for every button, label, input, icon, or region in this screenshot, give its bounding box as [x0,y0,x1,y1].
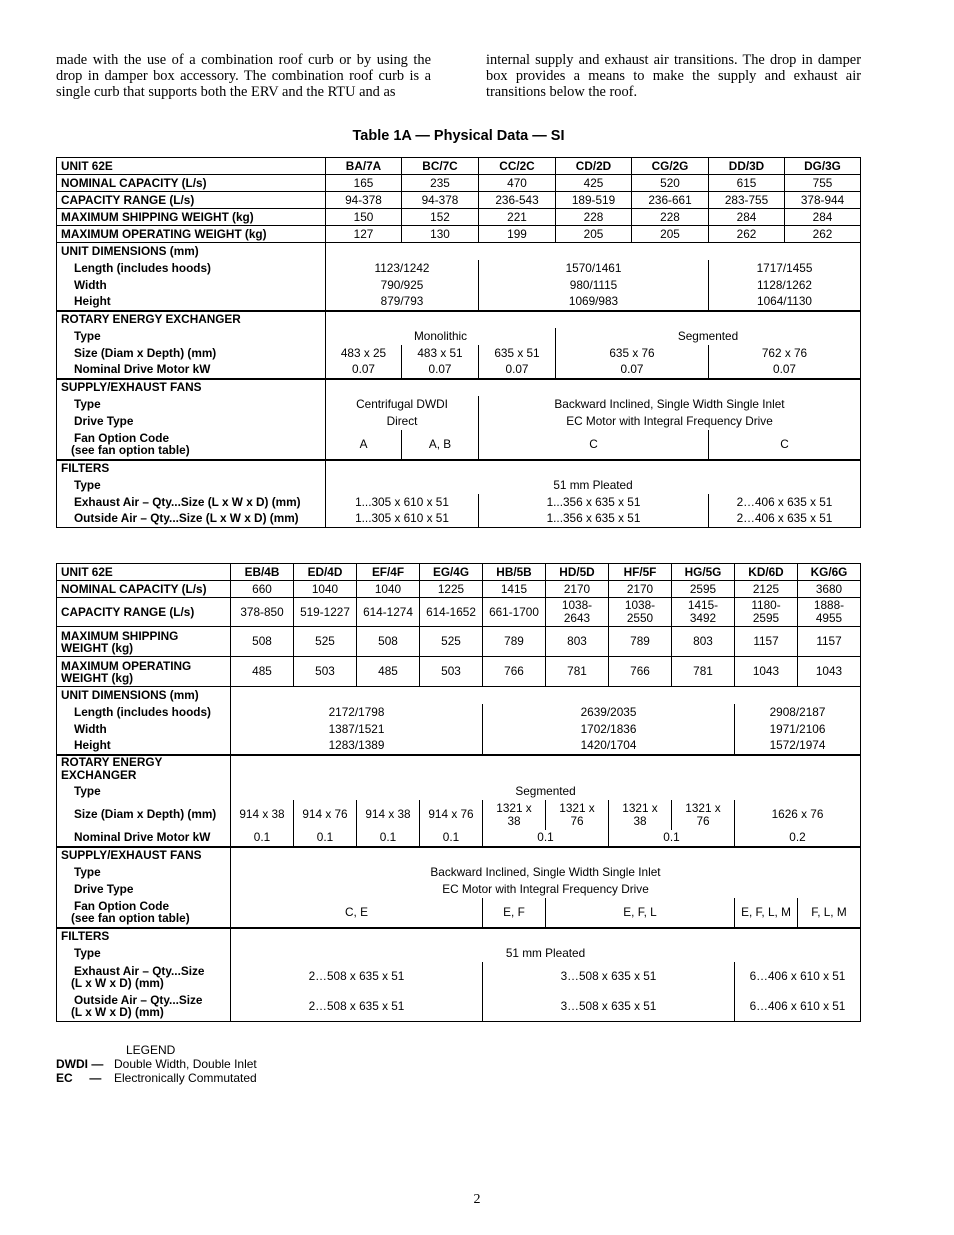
table-cell: 1321 x 38 [609,800,672,830]
blank-cell [231,755,861,783]
unit-column-header: HB/5B [483,564,546,581]
table-cell: 661-1700 [483,598,546,627]
row-label: Length (includes hoods) [57,260,326,277]
table-cell: 378-850 [231,598,294,627]
table-cell: 485 [357,657,420,687]
table-cell: 914 x 76 [420,800,483,830]
table-cell: 2908/2187 [735,704,861,721]
table-cell: 766 [609,657,672,687]
table-cell: 1157 [798,627,861,657]
table-cell: 762 x 76 [709,345,861,362]
unit-column-header: DG/3G [785,158,861,175]
table-row [57,362,861,379]
fan-option-label: Fan Option Code [74,431,170,445]
table-cell: 1321 x 76 [546,800,609,830]
table-cell: 2…508 x 635 x 51 [231,992,483,1022]
row-label: MAXIMUM OPERATING WEIGHT (kg) [57,226,326,243]
legend-definition: Electronically Commutated [114,1071,257,1085]
row-label: Type [57,945,231,962]
table-cell: Backward Inclined, Single Width Single Inlet [479,396,861,413]
table-cell: 130 [402,226,479,243]
table-cell: 127 [326,226,402,243]
row-label-line: MAXIMUM SHIPPING [61,628,179,643]
table-row [57,598,861,627]
table-cell: 483 x 25 [326,345,402,362]
table-row [57,396,861,413]
table-cell: 483 x 51 [402,345,479,362]
row-label: Drive Type [57,413,326,430]
table-cell: 205 [556,226,632,243]
row-label: MAXIMUM SHIPPING WEIGHT (kg) [57,209,326,226]
table-cell: 1321 x 76 [672,800,735,830]
row-label: Type [57,328,326,345]
blank-cell [231,928,861,945]
row-label-line: (L x W x D) (mm) [71,975,164,990]
blank-cell [326,460,861,477]
table-cell: 3…508 x 635 x 51 [483,992,735,1022]
table-row [57,800,861,830]
row-label: Height [57,294,326,311]
table-cell: 199 [479,226,556,243]
table-cell: A, B [402,430,479,460]
table-cell: 236-661 [632,192,709,209]
table-cell: 1040 [294,581,357,598]
table-cell: 503 [294,657,357,687]
unit-column-header: EG/4G [420,564,483,581]
page-number: 2 [473,1192,481,1207]
table-cell: 262 [709,226,785,243]
table-row [57,704,861,721]
table-cell: 0.1 [420,830,483,847]
fan-option-note: (see fan option table) [71,911,190,925]
table-cell: 1043 [735,657,798,687]
table-cell: 1043 [798,657,861,687]
section-label: FILTERS [57,928,231,945]
table-cell: 790/925 [326,277,479,294]
table-row [57,311,861,328]
table-cell: 150 [326,209,402,226]
table-row [57,581,861,598]
table-row [57,477,861,494]
table-cell: 235 [402,175,479,192]
table-cell: 1069/983 [479,294,709,311]
row-label-line: Outside Air – Qty...Size [74,993,203,1008]
table-cell: 1702/1836 [483,721,735,738]
table-row [57,413,861,430]
table-cell: 1038-2550 [609,598,672,627]
row-label: Type [57,864,231,881]
table-row [57,277,861,294]
table-cell: 2639/2035 [483,704,735,721]
table-cell: C [479,430,709,460]
section-label: FILTERS [57,460,326,477]
table-row [57,494,861,511]
section-label [57,755,231,783]
fan-option-label: Fan Option Code [74,899,170,913]
table-cell: 425 [556,175,632,192]
table-cell: Direct [326,413,479,430]
table-cell: 789 [609,627,672,657]
unit-column-header: EB/4B [231,564,294,581]
table-cell: 236-543 [479,192,556,209]
table-row [57,379,861,396]
table-row [57,430,861,460]
row-label: CAPACITY RANGE (L/s) [57,192,326,209]
table-cell: 508 [231,627,294,657]
table-cell: 221 [479,209,556,226]
table-cell: 6…406 x 610 x 51 [735,962,861,992]
table-cell: 228 [632,209,709,226]
table-cell: 914 x 76 [294,800,357,830]
table-cell: 1157 [735,627,798,657]
table-cell: C, E [231,898,483,928]
section-label: SUPPLY/EXHAUST FANS [57,847,231,864]
section-label: ROTARY ENERGY EXCHANGER [57,311,326,328]
row-label: Width [57,721,231,738]
header-label: UNIT 62E [57,564,231,581]
row-label-line: Exhaust Air – Qty...Size [74,963,205,978]
table-row [57,209,861,226]
legend-title: LEGEND [126,1043,176,1057]
unit-column-header: BA/7A [326,158,402,175]
table-cell: 508 [357,627,420,657]
table-row [57,657,861,687]
table-cell: 485 [231,657,294,687]
row-label [57,430,326,460]
table-cell: 0.07 [402,362,479,379]
unit-column-header: CC/2C [479,158,556,175]
table-cell: 1064/1130 [709,294,861,311]
blank-cell [326,311,861,328]
row-label: Type [57,477,326,494]
table-cell: 2…406 x 635 x 51 [709,511,861,528]
table-cell: 0.1 [231,830,294,847]
table-cell: 660 [231,581,294,598]
table-cell: Monolithic [326,328,556,345]
table-row [57,260,861,277]
legend [56,1043,257,1085]
row-label: Exhaust Air – Qty...Size (L x W x D) (mm) [57,494,326,511]
table-cell: 781 [546,657,609,687]
table-cell: 189-519 [556,192,632,209]
table-cell: 1225 [420,581,483,598]
table-cell: 2595 [672,581,735,598]
table-cell: 0.1 [357,830,420,847]
table-cell: 1...356 x 635 x 51 [479,511,709,528]
table-cell: 1888-4955 [798,598,861,627]
table-cell: 615 [709,175,785,192]
table-cell: 980/1115 [479,277,709,294]
table-cell: EC Motor with Integral Frequency Drive [479,413,861,430]
row-label: Nominal Drive Motor kW [57,830,231,847]
table-row [57,243,861,260]
table-row [57,175,861,192]
table-cell: 0.1 [483,830,609,847]
table-cell: 635 x 76 [556,345,709,362]
table-cell: 205 [632,226,709,243]
legend-definition: Double Width, Double Inlet [114,1057,257,1071]
intro-text [56,52,861,100]
table-row [57,687,861,704]
table-cell: 1570/1461 [479,260,709,277]
row-label: Size (Diam x Depth) (mm) [57,800,231,830]
table-cell: E, F [483,898,546,928]
table-cell: 284 [785,209,861,226]
row-label: Type [57,783,231,800]
legend-abbreviation: DWDI — [56,1057,104,1071]
legend-abbreviation: EC — [56,1071,102,1085]
table-cell: 470 [479,175,556,192]
table-cell: 228 [556,209,632,226]
table-cell: 1415-3492 [672,598,735,627]
table-cell: 6…406 x 610 x 51 [735,992,861,1022]
table-cell: 525 [420,627,483,657]
table-cell: 1...356 x 635 x 51 [479,494,709,511]
table-cell: 262 [785,226,861,243]
table-cell: 635 x 51 [479,345,556,362]
table-cell: 755 [785,175,861,192]
table-cell: 94-378 [326,192,402,209]
row-label: Length (includes hoods) [57,704,231,721]
table-row [57,158,861,175]
table-cell: 520 [632,175,709,192]
table-cell: 1415 [483,581,546,598]
section-label: SUPPLY/EXHAUST FANS [57,379,326,396]
table-row [57,847,861,864]
table-cell: E, F, L [546,898,735,928]
table-cell: 1283/1389 [231,738,483,755]
table-cell: 1420/1704 [483,738,735,755]
section-label: UNIT DIMENSIONS (mm) [57,243,326,260]
table-cell: 879/793 [326,294,479,311]
section-label-line: EXCHANGER [61,768,137,782]
table-cell: 803 [546,627,609,657]
table-cell: 1572/1974 [735,738,861,755]
row-label: Height [57,738,231,755]
table-row [57,226,861,243]
table-cell: 1626 x 76 [735,800,861,830]
table-row [57,738,861,755]
table-cell: 1038-2643 [546,598,609,627]
table-title: Table 1A — Physical Data — SI [352,128,565,144]
table-row [57,945,861,962]
table-cell: 614-1652 [420,598,483,627]
row-label: Outside Air – Qty...Size (L x W x D) (mm) [57,511,326,528]
row-label-line: MAXIMUM OPERATING [61,658,192,673]
row-label [57,992,231,1022]
table-cell: 789 [483,627,546,657]
unit-column-header: KG/6G [798,564,861,581]
table-cell: 2170 [609,581,672,598]
table-cell: A [326,430,402,460]
table-row [57,564,861,581]
unit-column-header: DD/3D [709,158,785,175]
table-cell: 2172/1798 [231,704,483,721]
table-cell: 0.07 [326,362,402,379]
unit-column-header: KD/6D [735,564,798,581]
table-row [57,328,861,345]
table-row [57,511,861,528]
unit-column-header: CG/2G [632,158,709,175]
table-cell: 3680 [798,581,861,598]
table-cell: 1971/2106 [735,721,861,738]
row-label: Drive Type [57,881,231,898]
row-label: NOMINAL CAPACITY (L/s) [57,581,231,598]
table-row [57,992,861,1022]
table-cell: Backward Inclined, Single Width Single Inlet [231,864,861,881]
header-label: UNIT 62E [57,158,326,175]
unit-column-header: HG/5G [672,564,735,581]
table-cell: 152 [402,209,479,226]
table-cell: E, F, L, M [735,898,798,928]
table-cell: C [709,430,861,460]
table-row [57,898,861,928]
table-cell: 284 [709,209,785,226]
section-label: UNIT DIMENSIONS (mm) [57,687,231,704]
row-label-line: WEIGHT (kg) [61,640,134,655]
table-cell: 1387/1521 [231,721,483,738]
table-cell: 3…508 x 635 x 51 [483,962,735,992]
table-cell: 2125 [735,581,798,598]
table-cell: 0.2 [735,830,861,847]
table-cell: 0.1 [294,830,357,847]
row-label [57,657,231,687]
table-cell: 1...305 x 610 x 51 [326,511,479,528]
row-label-line: WEIGHT (kg) [61,670,134,685]
table-row [57,294,861,311]
unit-column-header: ED/4D [294,564,357,581]
table-row [57,721,861,738]
table-cell: 0.07 [709,362,861,379]
blank-cell [231,687,861,704]
table-row [57,881,861,898]
table-row [57,192,861,209]
row-label: Size (Diam x Depth) (mm) [57,345,326,362]
table-row [57,783,861,800]
table-cell: 914 x 38 [231,800,294,830]
table-row [57,864,861,881]
intro-right-column: internal supply and exhaust air transitions. The drop in damper box provides a means to make the supply and exhaust air transitions below the roof. [486,52,861,100]
table-cell: Segmented [556,328,861,345]
unit-column-header: HD/5D [546,564,609,581]
table-cell: 1123/1242 [326,260,479,277]
table-cell: EC Motor with Integral Frequency Drive [231,881,861,898]
table-cell: 0.07 [556,362,709,379]
table-cell: 914 x 38 [357,800,420,830]
table-cell: 503 [420,657,483,687]
section-label-line: ROTARY ENERGY [61,755,163,769]
table-row [57,962,861,992]
table-row [57,830,861,847]
table-cell: 378-944 [785,192,861,209]
table-cell: 1040 [357,581,420,598]
table-cell: 165 [326,175,402,192]
table-cell: 1321 x 38 [483,800,546,830]
row-label: Width [57,277,326,294]
table-cell: 614-1274 [357,598,420,627]
row-label-line: (L x W x D) (mm) [71,1005,164,1020]
row-label: Type [57,396,326,413]
row-label [57,962,231,992]
table-cell: 2…406 x 635 x 51 [709,494,861,511]
table-cell: 1128/1262 [709,277,861,294]
table-cell: 51 mm Pleated [231,945,861,962]
table-cell: 1...305 x 610 x 51 [326,494,479,511]
blank-cell [231,847,861,864]
table-row [57,928,861,945]
row-label [57,898,231,928]
table-cell: 94-378 [402,192,479,209]
fan-option-note: (see fan option table) [71,443,190,457]
table-cell: 283-755 [709,192,785,209]
row-label [57,627,231,657]
row-label: NOMINAL CAPACITY (L/s) [57,175,326,192]
table-cell: 2170 [546,581,609,598]
row-label: Nominal Drive Motor kW [57,362,326,379]
legend-item [56,1071,257,1085]
table-row [57,345,861,362]
blank-cell [326,379,861,396]
unit-column-header: HF/5F [609,564,672,581]
table-row [57,460,861,477]
table-cell: 51 mm Pleated [326,477,861,494]
table-cell: 803 [672,627,735,657]
table-cell: 766 [483,657,546,687]
table-cell: 519-1227 [294,598,357,627]
table-cell: 1180-2595 [735,598,798,627]
table-cell: 0.1 [609,830,735,847]
physical-data-table-2 [56,563,861,1022]
table-row [57,755,861,783]
unit-column-header: BC/7C [402,158,479,175]
unit-column-header: EF/4F [357,564,420,581]
table-cell: 2…508 x 635 x 51 [231,962,483,992]
table-row [57,627,861,657]
table-cell: 525 [294,627,357,657]
blank-cell [326,243,861,260]
table-cell: 781 [672,657,735,687]
table-cell: 0.07 [479,362,556,379]
table-cell: Centrifugal DWDI [326,396,479,413]
intro-left-column: made with the use of a combination roof curb or by using the drop in damper box accessory. The combination roof curb is a single curb that supports both the ERV and the RTU and as [56,52,431,100]
unit-column-header: CD/2D [556,158,632,175]
table-cell: 1717/1455 [709,260,861,277]
table-cell: Segmented [231,783,861,800]
row-label: CAPACITY RANGE (L/s) [57,598,231,627]
physical-data-table-1 [56,157,861,528]
table-cell: F, L, M [798,898,861,928]
legend-item [56,1057,257,1071]
